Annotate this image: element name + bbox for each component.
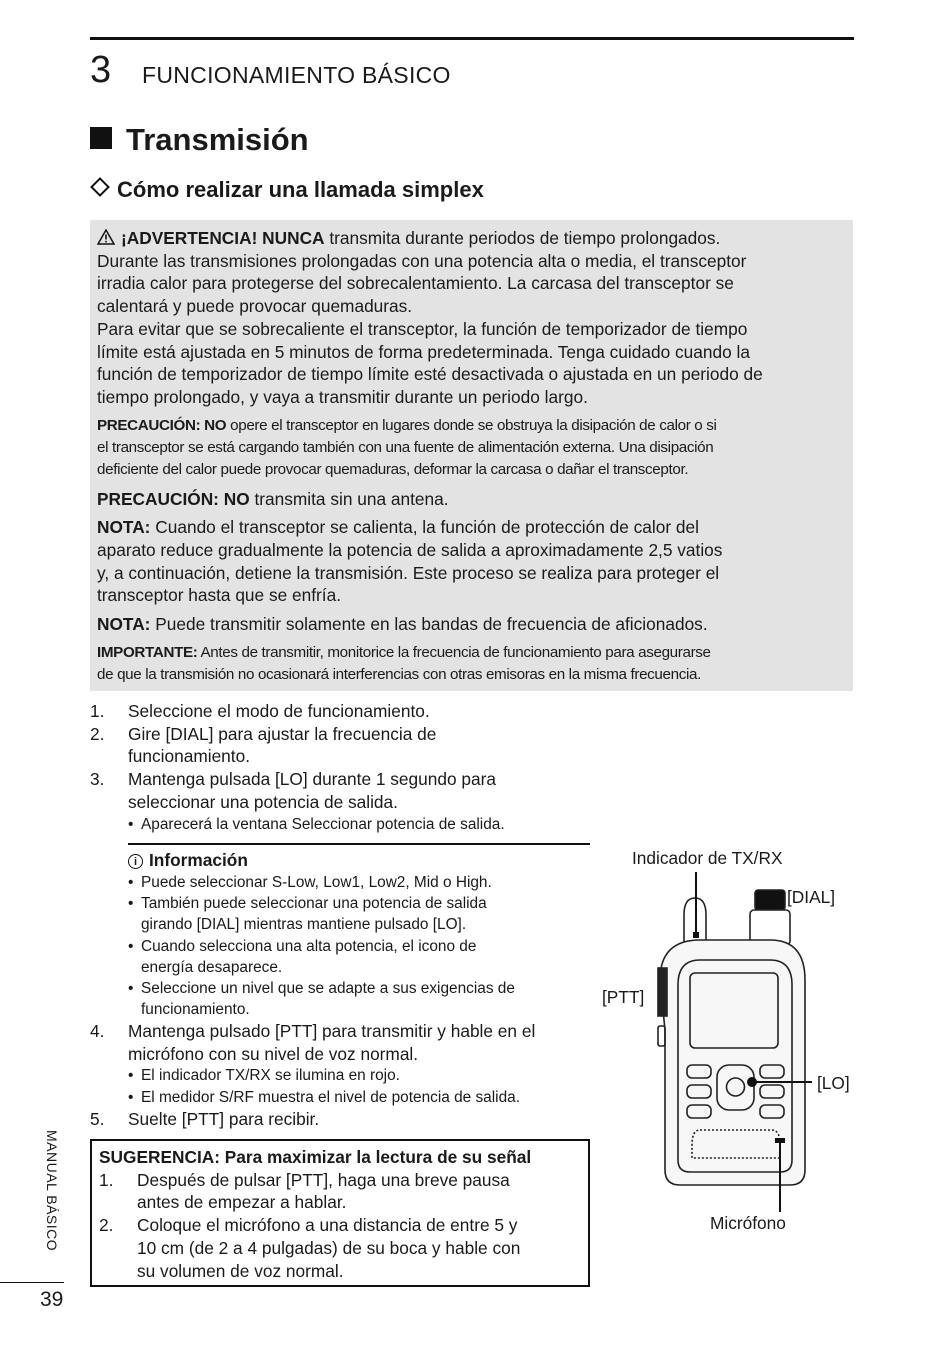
list-item: 3. Mantenga pulsada [LO] durante 1 segundo para seleccionar una potencia de salida. • Aparecerá la ventana Seleccionar potencia de salida.	[90, 768, 595, 835]
warning-triangle-icon	[97, 229, 115, 245]
page-number: 39	[40, 1288, 64, 1311]
side-label: MANUAL BÁSICO	[44, 1130, 60, 1252]
info-title: i Información	[128, 848, 590, 872]
list-item: 4. Mantenga pulsado [PTT] para transmitir y hable en el micrófono con su nivel de voz normal. • El indicador TX/RX se ilumina en rojo. • El medidor S/RF muestra el nivel de potencia de salida.	[90, 1020, 595, 1108]
microphone-label: Micrófono	[710, 1213, 786, 1233]
list-bullet: • El medidor S/RF muestra el nivel de potencia de salida.	[128, 1087, 595, 1108]
list-bullet: • Seleccione un nivel que se adapte a sus exigencias de funcionamiento.	[128, 978, 590, 1020]
note-bands-paragraph: NOTA: Puede transmitir solamente en las bandas de frecuencia de aficionados.	[97, 614, 708, 635]
transceiver-illustration	[600, 860, 870, 1240]
chapter-number: 3	[90, 49, 112, 91]
list-bullet: • El indicador TX/RX se ilumina en rojo.	[128, 1065, 595, 1086]
info-box	[128, 843, 590, 1020]
diamond-bullet-icon	[90, 177, 110, 197]
steps-list-continued	[90, 1020, 595, 1131]
square-bullet-icon	[90, 127, 112, 149]
dial-label: [DIAL]	[787, 887, 836, 907]
tip-title: SUGERENCIA: Para maximizar la lectura de su señal	[99, 1147, 532, 1167]
lo-label: [LO]	[817, 1073, 850, 1093]
list-item: 2. Coloque el micrófono a una distancia de entre 5 y 10 cm (de 2 a 4 pulgadas) de su boca y hable con su volumen de voz normal.	[99, 1215, 521, 1281]
warning-box	[90, 220, 853, 691]
ptt-label: [PTT]	[602, 987, 645, 1007]
important-paragraph: IMPORTANTE: Antes de transmitir, monitorice la frecuencia de funcionamiento para asegurarse de que la transmisión no ocasionará interferencias con otras emisoras en la misma frecuencia.	[97, 643, 711, 684]
list-item: 2. Gire [DIAL] para ajustar la frecuencia de funcionamiento.	[90, 723, 437, 767]
list-item: 1. Seleccione el modo de funcionamiento.	[90, 701, 430, 721]
warning-paragraph: ¡ADVERTENCIA! NUNCA transmita durante periodos de tiempo prolongados. Durante las transmisiones prolongadas con una potencia alta o media, el transceptor irradia calor para protegerse del sobrecalentamiento. La carcasa del transceptor se calentará y puede provocar quemaduras. Para evitar que se sobrecaliente el transceptor, la función de temporizador de tiempo límite está ajustada en 5 minutos de forma predeterminada. Tenga cuidado cuando la función de temporizador de tiempo límite esté desactivada o ajustada en un periodo de tiempo prolongado, y vaya a transmitir durante un periodo largo.	[97, 228, 763, 407]
header-rule	[90, 37, 854, 40]
caution-paragraph: PRECAUCIÓN: NO opere el transceptor en lugares donde se obstruya la disipación de calor o si el transceptor se está cargando también con una fuente de alimentación externa. Una disipación deficiente del calor puede provocar quemaduras, deformar la carcasa o dañar el transceptor.	[97, 416, 717, 479]
tip-box	[90, 1139, 590, 1287]
chapter-title: FUNCIONAMIENTO BÁSICO	[142, 62, 451, 88]
list-bullet: • Aparecerá la ventana Seleccionar potencia de salida.	[128, 814, 595, 835]
note-heat-paragraph: NOTA: Cuando el transceptor se calienta, la función de protección de calor del aparato reduce gradualmente la potencia de salida a aproximadamente 2,5 vatios y, a continuación, detiene la transmisión. Este proceso se realiza para proteger el transceptor hasta que se enfría.	[97, 517, 723, 606]
list-bullet: • Cuando selecciona una alta potencia, el icono de energía desaparece.	[128, 936, 590, 978]
list-bullet: • También puede seleccionar una potencia de salida girando [DIAL] mientras mantiene pulsado [LO].	[128, 893, 590, 935]
list-item: 1. Después de pulsar [PTT], haga una breve pausa antes de empezar a hablar.	[99, 1169, 510, 1213]
list-item: 5. Suelte [PTT] para recibir.	[90, 1108, 320, 1129]
info-icon: i	[128, 854, 143, 869]
subsection-title: Cómo realizar una llamada simplex	[90, 175, 484, 205]
tx-rx-indicator-label: Indicador de TX/RX	[632, 848, 783, 868]
list-bullet: • Puede seleccionar S-Low, Low1, Low2, Mid o High.	[128, 872, 590, 893]
page-number-rule	[0, 1282, 64, 1283]
caution-antenna-paragraph: PRECAUCIÓN: NO transmita sin una antena.	[97, 488, 449, 509]
section-title: Transmisión	[90, 120, 309, 160]
steps-list	[90, 700, 595, 835]
